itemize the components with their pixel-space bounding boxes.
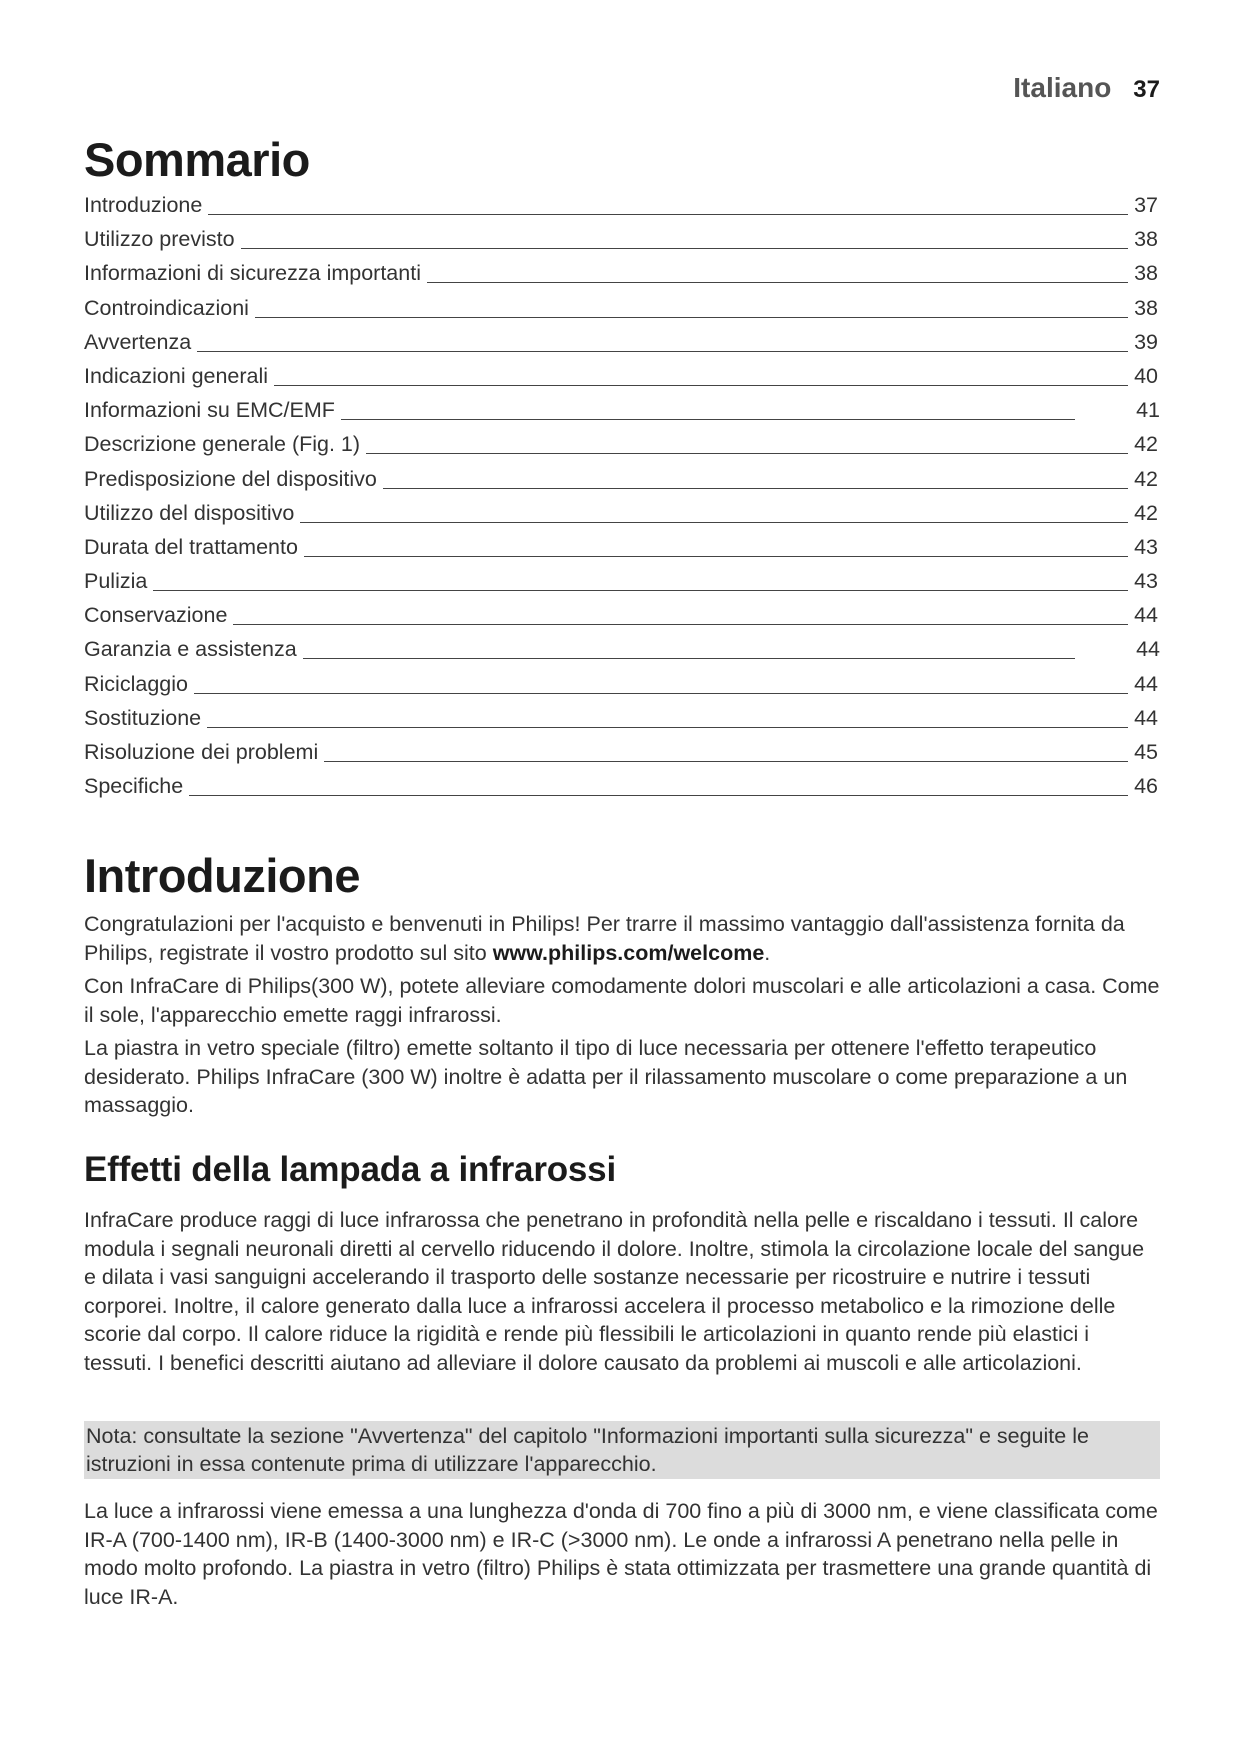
toc-entry-page: 40 [1134,363,1158,388]
intro-paragraph-1 [84,910,1160,967]
toc-entry-page: 42 [1134,466,1158,491]
toc-row[interactable] [84,293,1158,327]
toc-entry-page: 43 [1134,534,1158,559]
toc-entry-label: Specifiche [84,771,189,801]
toc-leader-line [84,351,1128,352]
toc-entry-page: 38 [1134,295,1158,320]
toc-leader-line [84,693,1128,694]
toc-leader-line [84,214,1128,215]
toc-leader-line [84,624,1128,625]
intro-paragraph-3: La piastra in vetro speciale (filtro) emette soltanto il tipo di luce necessaria per ottenere l'effetto terapeutico desiderato. Philips InfraCare (300 W) inoltre è adatta per il rilassamento muscolare o come preparazione a un massaggio. [84,1036,1128,1117]
toc-entry-page: 38 [1134,261,1158,286]
intro-title: Introduzione [84,849,360,902]
toc-leader-line [84,248,1128,249]
toc-entry-page: 44 [1134,671,1158,696]
toc-row[interactable] [84,634,1158,668]
toc-entry-page: 42 [1134,432,1158,457]
toc-entry-page: 43 [1134,569,1158,594]
toc-entry-label: Sostituzione [84,703,207,733]
toc-entry-page: 38 [1134,227,1158,252]
toc-entry-label: Avvertenza [84,327,197,357]
toc-row[interactable] [84,600,1158,634]
toc-leader-line [84,795,1128,796]
philips-welcome-link[interactable]: www.philips.com/welcome [492,940,765,965]
intro-p1-text: Congratulazioni per l'acquisto e benvenuti in Philips! Per trarre il massimo vantaggio dall'assistenza fornita da Philips, registrate il vostro prodotto sul sito [84,912,1125,965]
toc-title: Sommario [84,133,310,186]
toc-leader-line [84,727,1128,728]
toc-entry-page: 41 [1136,398,1160,423]
toc-entry-label: Predisposizione del dispositivo [84,464,383,494]
toc-row[interactable] [84,395,1158,429]
toc-entry-page: 42 [1134,500,1158,525]
toc-entry-label: Conservazione [84,600,233,630]
toc-row[interactable] [84,737,1158,771]
toc-row[interactable] [84,771,1158,805]
toc-row[interactable] [84,566,1158,600]
toc-entry-label: Durata del trattamento [84,532,304,562]
toc-row[interactable] [84,190,1158,224]
intro-p1-end: . [764,940,771,965]
toc-entry-label: Indicazioni generali [84,361,274,391]
toc-entry-page: 45 [1134,740,1158,764]
toc-row[interactable] [84,258,1158,292]
toc-entry-page: 37 [1134,193,1158,217]
toc-row[interactable] [84,464,1158,498]
toc-entry-page: 44 [1136,637,1160,662]
toc-row[interactable] [84,327,1158,361]
toc-entry-page: 39 [1134,329,1158,354]
table-of-contents [84,190,1158,805]
effects-paragraph-1: InfraCare produce raggi di luce infrarossa che penetrano in profondità nella pelle e riscaldano i tessuti. Il calore modula i segnali neuronali diretti al cervello riducendo il dolore. Inoltre, stimola la circolazione locale del sangue e dilata i vasi sanguigni accelerando il trasporto delle sostanze necessarie per ricostruire e nutrire i tessuti corporei. Inoltre, il calore generato dalla luce a infrarossi accelera il processo metabolico e la rimozione delle scorie dal corpo. Il calore riduce la rigidità e rende più flessibili le articolazioni in quanto rende più elastici i tessuti. I benefici descritti aiutano ad alleviare il dolore causato da problemi ai muscoli e alle articolazioni. [84,1208,1145,1375]
toc-leader-line [84,590,1128,591]
intro-body [84,910,1160,1125]
safety-note: Nota: consultate la sezione "Avvertenza" del capitolo "Informazioni importanti sulla sicurezza" e seguite le istruzioni in essa contenute prima di utilizzare l'apparecchio. [84,1421,1160,1479]
toc-entry-label: Utilizzo previsto [84,224,241,254]
toc-entry-label: Controindicazioni [84,293,255,323]
header-language: Italiano [1013,72,1112,103]
header-page-number: 37 [1133,76,1160,103]
toc-entry-page: 44 [1134,705,1158,730]
effects-paragraph-2: La luce a infrarossi viene emessa a una lunghezza d'onda di 700 fino a più di 3000 nm, e viene classificata come IR-A (700-1400 nm), IR-B (1400-3000 nm) e IR-C (>3000 nm). Le onde a infrarossi A penetrano nella pelle in modo molto profondo. La piastra in vetro (filtro) Philips è stata ottimizzata per trasmettere una grande quantità di luce IR-A. [84,1499,1158,1609]
toc-row[interactable] [84,224,1158,258]
toc-entry-label: Introduzione [84,190,208,220]
toc-row[interactable] [84,498,1158,532]
toc-row[interactable] [84,532,1158,566]
toc-entry-label: Riciclaggio [84,669,194,699]
toc-entry-label: Descrizione generale (Fig. 1) [84,429,366,459]
toc-entry-label: Pulizia [84,566,153,596]
toc-entry-label: Informazioni di sicurezza importanti [84,258,427,288]
effects-body [84,1206,1160,1382]
toc-entry-label: Utilizzo del dispositivo [84,498,300,528]
toc-entry-label: Risoluzione dei problemi [84,737,324,767]
page-header [0,72,1160,104]
toc-entry-label: Garanzia e assistenza [84,634,303,664]
infrared-body [84,1497,1160,1616]
toc-entry-page: 46 [1134,774,1158,799]
intro-paragraph-2: Con InfraCare di Philips(300 W), potete alleviare comodamente dolori muscolari e alle articolazioni a casa. Come il sole, l'apparecchio emette raggi infrarossi. [84,974,1160,1027]
effects-title: Effetti della lampada a infrarossi [84,1150,616,1189]
toc-entry-page: 44 [1134,603,1158,628]
toc-row[interactable] [84,429,1158,463]
toc-row[interactable] [84,361,1158,395]
toc-entry-label: Informazioni su EMC/EMF [84,395,341,425]
toc-row[interactable] [84,703,1158,737]
toc-row[interactable] [84,669,1158,703]
